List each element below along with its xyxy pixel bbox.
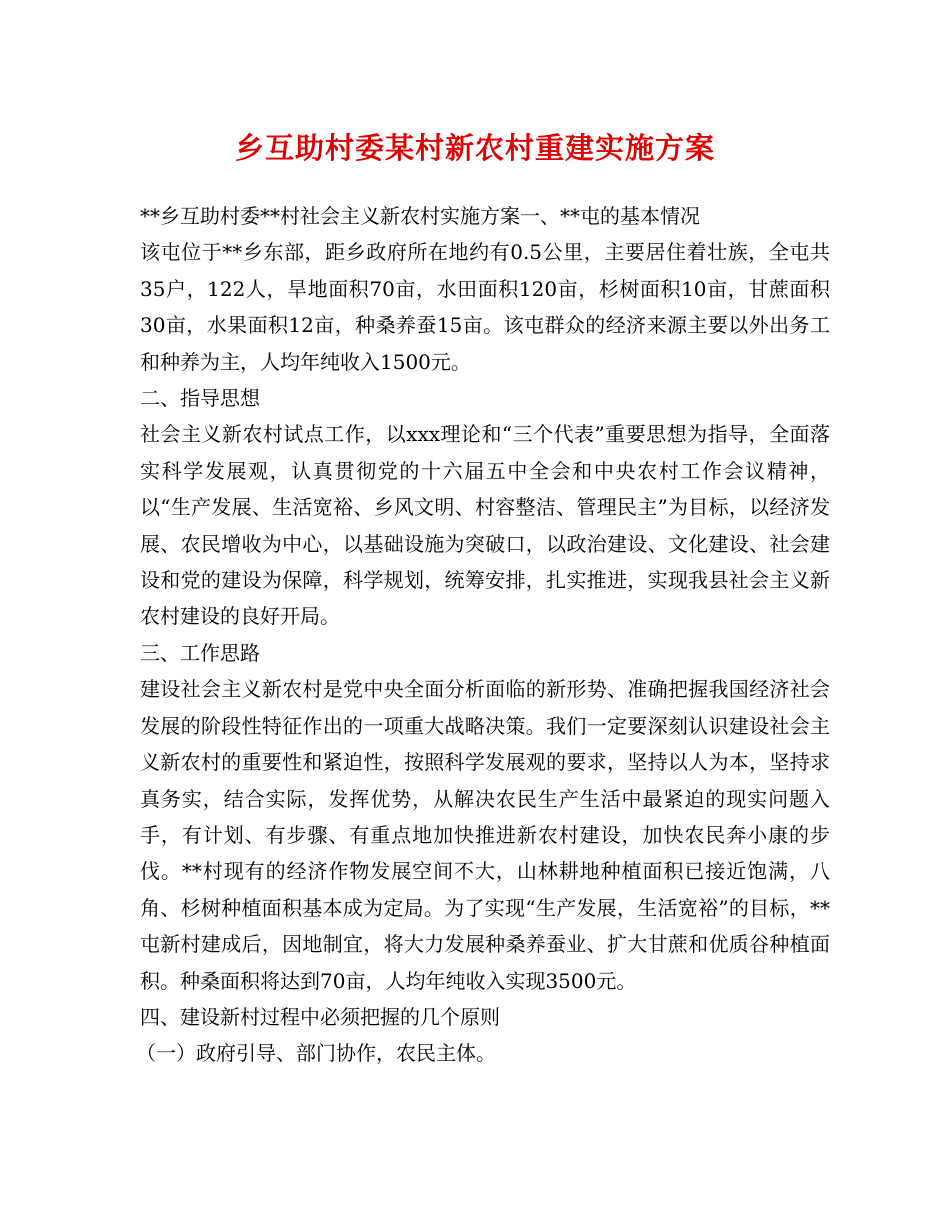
- principle-item-1: （一）政府引导、部门协作，农民主体。: [136, 1041, 496, 1066]
- basic-situation-paragraph: 该屯位于**乡东部，距乡政府所在地约有0.5公里，主要居住着壮族，全屯共35户，122人，旱地面积70亩，水田面积120亩，杉树面积10亩，甘蔗面积30亩，水果面积12亩，种桑养蚕15亩。该屯群众的经济来源主要以外出务工和种养为主，人均年纯收入1500元。: [140, 240, 830, 374]
- section-heading-principles: 四、建设新村过程中必须把握的几个原则: [140, 1004, 500, 1029]
- document-title: 乡互助村委某村新农村重建实施方案: [234, 131, 715, 165]
- work-approach-paragraph: 建设社会主义新农村是党中央全面分析面临的新形势、准确把握我国经济社会发展的阶段性特征作出的一项重大战略决策。我们一定要深刻认识建设社会主义新农村的重要性和紧迫性，按照科学发展观的要求，坚持以人为本，坚持求真务实，结合实际，发挥优势，从解决农民生产生活中最紧迫的现实问题入手，有计划、有步骤、有重点地加快推进新农村建设，加快农民奔小康的步伐。**村现有的经济作物发展空间不大，山林耕地种植面积已接近饱满，八角、杉树种植面积基本成为定局。为了实现“生产发展，生活宽裕”的目标，**屯新村建成后，因地制宜，将大力发展种桑养蚕业、扩大甘蔗和优质谷种植面积。种桑面积将达到70亩，人均年纯收入实现3500元。: [140, 677, 830, 993]
- intro-heading-paragraph: **乡互助村委**村社会主义新农村实施方案一、**屯的基本情况: [140, 204, 700, 228]
- document-body: [136, 198, 830, 1072]
- guiding-thought-paragraph: 社会主义新农村试点工作，以xxx理论和“三个代表”重要思想为指导，全面落实科学发展观，认真贯彻党的十六届五中全会和中央农村工作会议精神，以“生产发展、生活宽裕、乡风文明、村容整洁、管理民主”为目标，以经济发展、农民增收为中心，以基础设施为突破口，以政治建设、文化建设、社会建设和党的建设为保障，科学规划，统筹安排，扎实推进，实现我县社会主义新农村建设的良好开局。: [140, 422, 830, 629]
- section-heading-guiding-thought: 二、指导思想: [140, 386, 260, 411]
- section-heading-work-approach: 三、工作思路: [140, 640, 260, 665]
